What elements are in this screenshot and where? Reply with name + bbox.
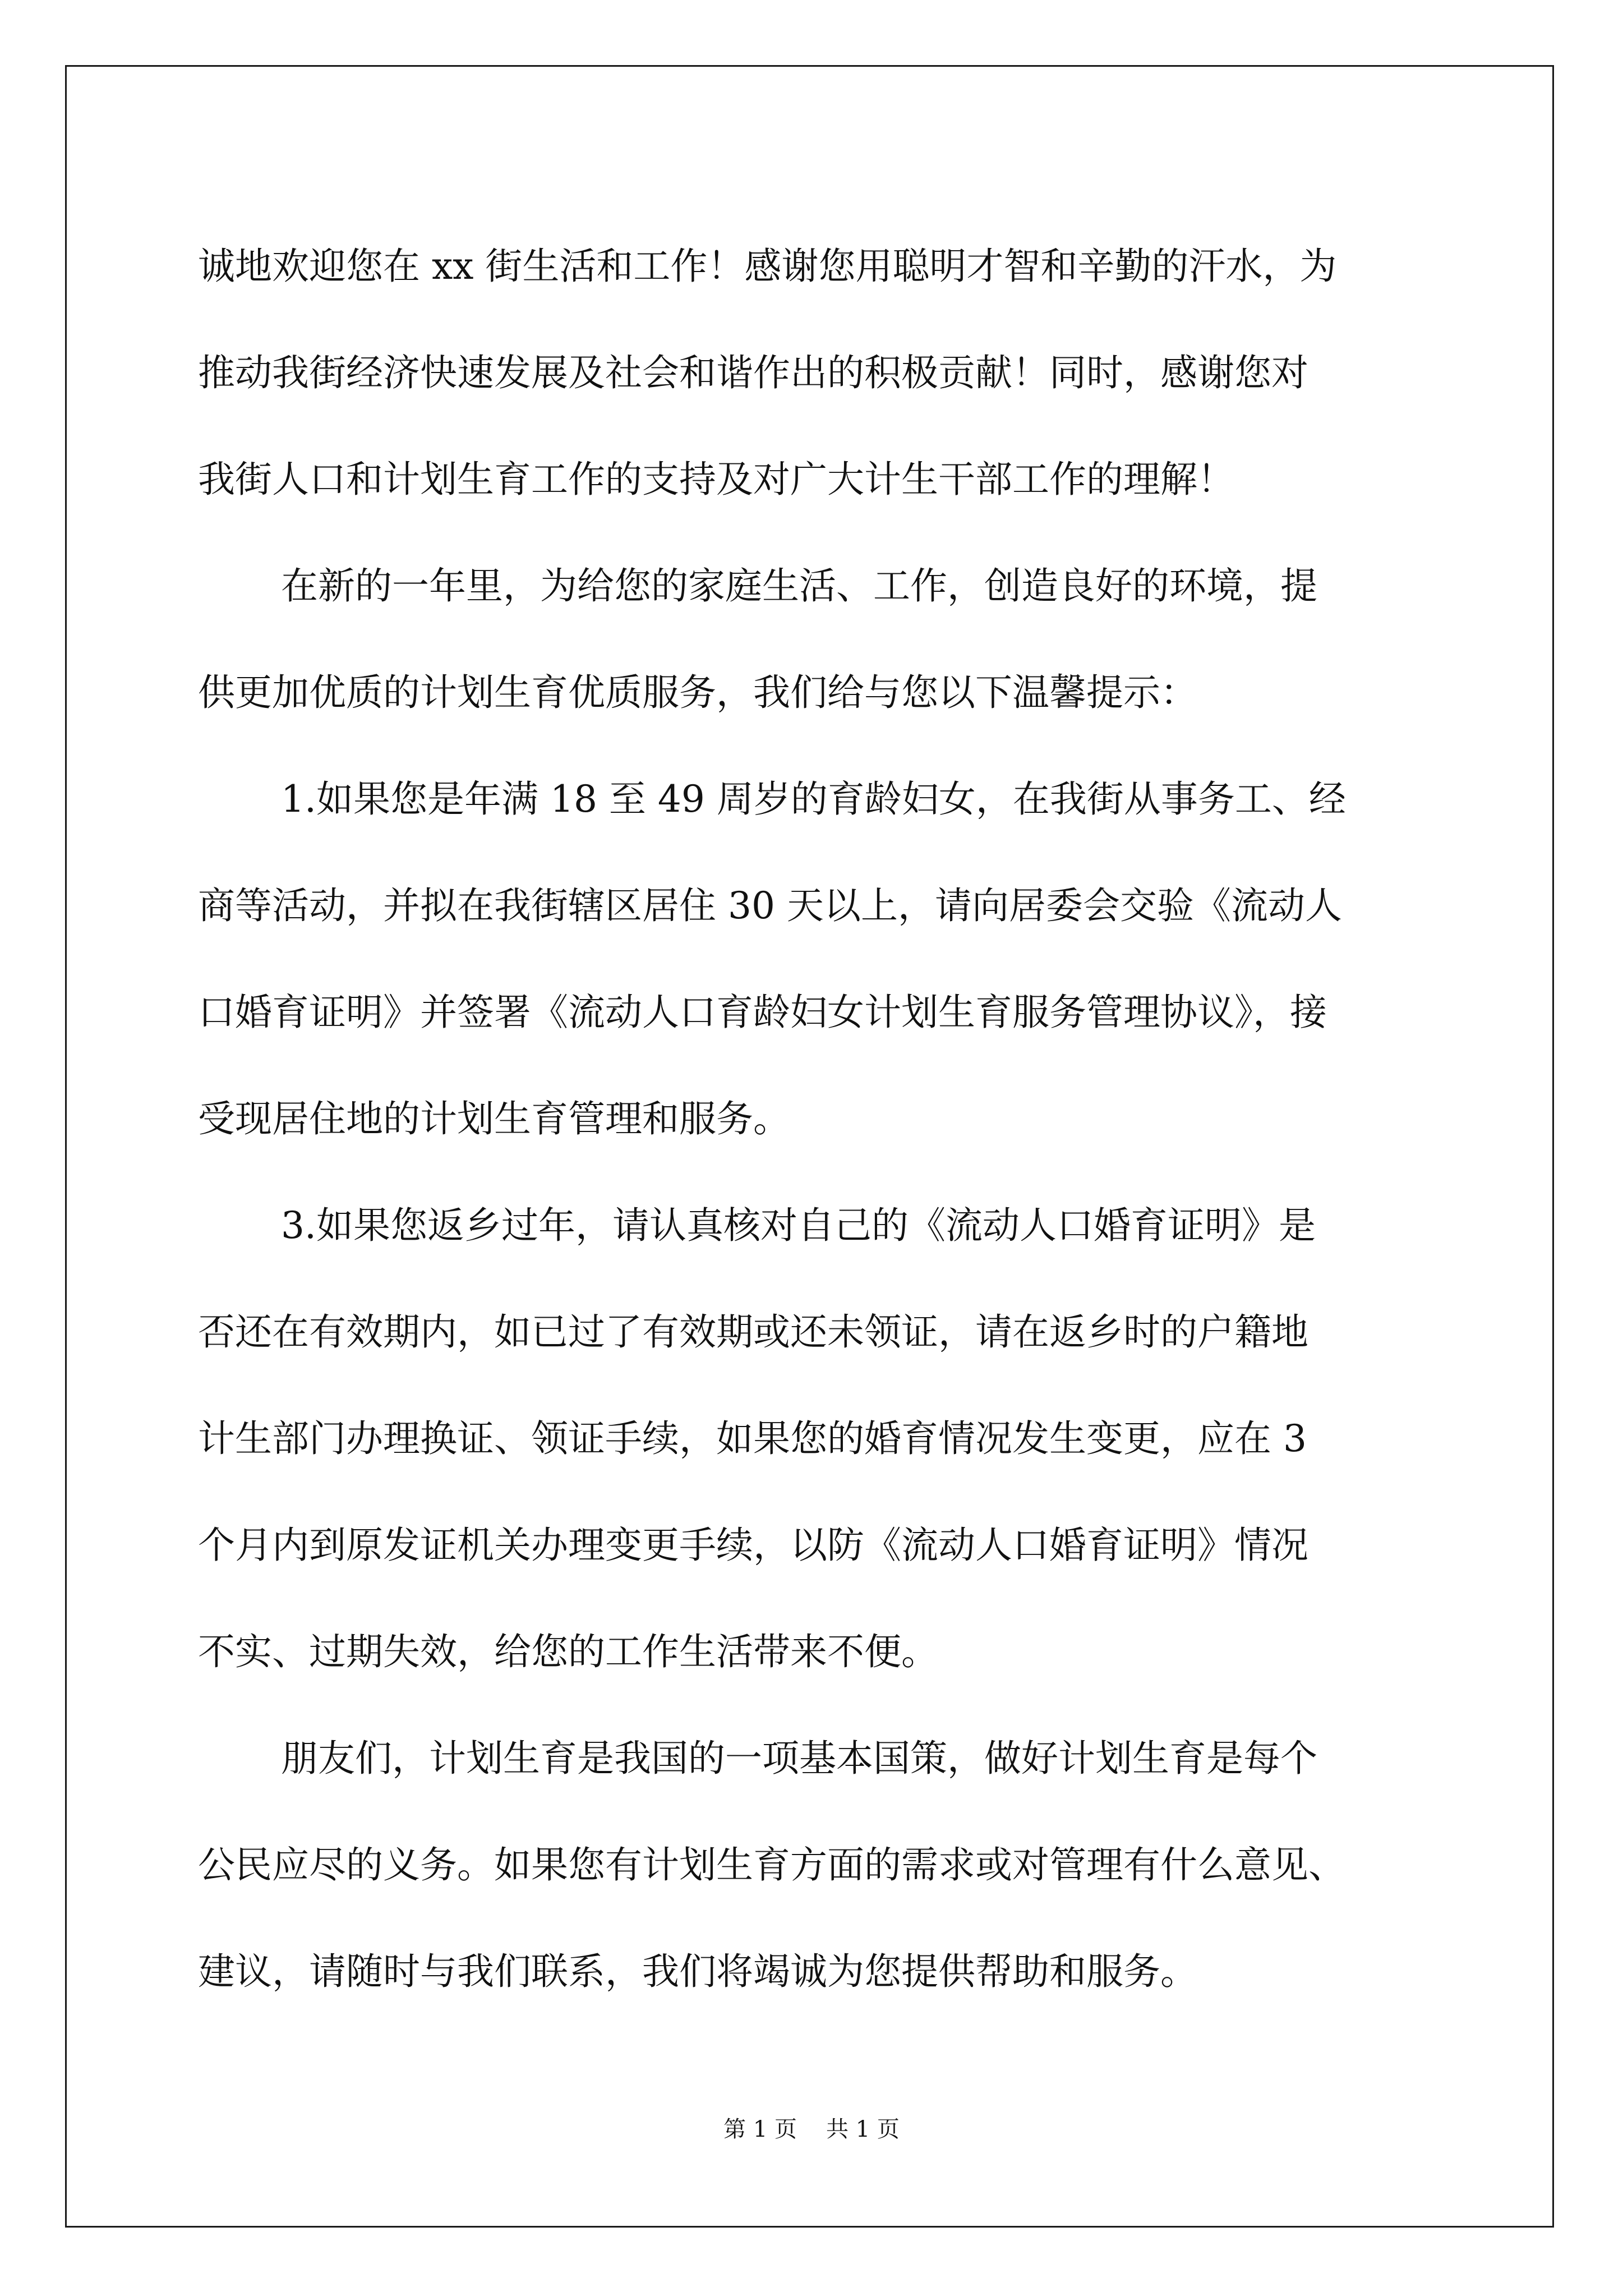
text-line: 我街人口和计划生育工作的支持及对广大计生干部工作的理解！ <box>198 458 1234 501</box>
page-number: 第 1 页 <box>723 2116 797 2142</box>
text-line: 公民应尽的义务。如果您有计划生育方面的需求或对管理有什么意见、 <box>198 1843 1345 1887</box>
paragraph <box>198 1172 1432 1705</box>
page-footer <box>0 2116 1623 2143</box>
text-line: 建议，请随时与我们联系，我们将竭诚为您提供帮助和服务。 <box>198 1950 1197 1993</box>
document-body <box>198 213 1432 2025</box>
text-line: 供更加优质的计划生育优质服务，我们给与您以下温馨提示： <box>198 671 1197 714</box>
text-line: 诚地欢迎您在 xx 街生活和工作！感谢您用聪明才智和辛勤的汗水，为 <box>198 245 1337 288</box>
text-line: 朋友们，计划生育是我国的一项基本国策，做好计划生育是每个 <box>281 1737 1317 1780</box>
text-line: 受现居住地的计划生育管理和服务。 <box>198 1097 790 1140</box>
text-line: 商等活动，并拟在我街辖区居住 30 天以上，请向居委会交验《流动人 <box>198 884 1342 927</box>
text-line: 在新的一年里，为给您的家庭生活、工作，创造良好的环境，提 <box>281 564 1317 608</box>
paragraph <box>198 213 1432 533</box>
text-line: 口婚育证明》并签署《流动人口育龄妇女计划生育服务管理协议》，接 <box>198 991 1327 1034</box>
text-line: 1.如果您是年满 18 至 49 周岁的育龄妇女，在我街从事务工、经 <box>281 777 1346 821</box>
text-line: 个月内到原发证机关办理变更手续，以防《流动人口婚育证明》情况 <box>198 1524 1308 1567</box>
paragraph <box>198 533 1432 746</box>
page-total: 共 1 页 <box>826 2116 900 2142</box>
text-line: 推动我街经济快速发展及社会和谐作出的积极贡献！同时，感谢您对 <box>198 351 1308 394</box>
paragraph <box>198 746 1432 1172</box>
text-line: 不实、过期失效，给您的工作生活带来不便。 <box>198 1630 938 1673</box>
text-line: 3.如果您返乡过年，请认真核对自己的《流动人口婚育证明》是 <box>281 1204 1316 1247</box>
paragraph <box>198 1705 1432 2025</box>
text-line: 否还在有效期内，如已过了有效期或还未领证，请在返乡时的户籍地 <box>198 1310 1308 1354</box>
text-line: 计生部门办理换证、领证手续，如果您的婚育情况发生变更，应在 3 <box>198 1417 1307 1460</box>
